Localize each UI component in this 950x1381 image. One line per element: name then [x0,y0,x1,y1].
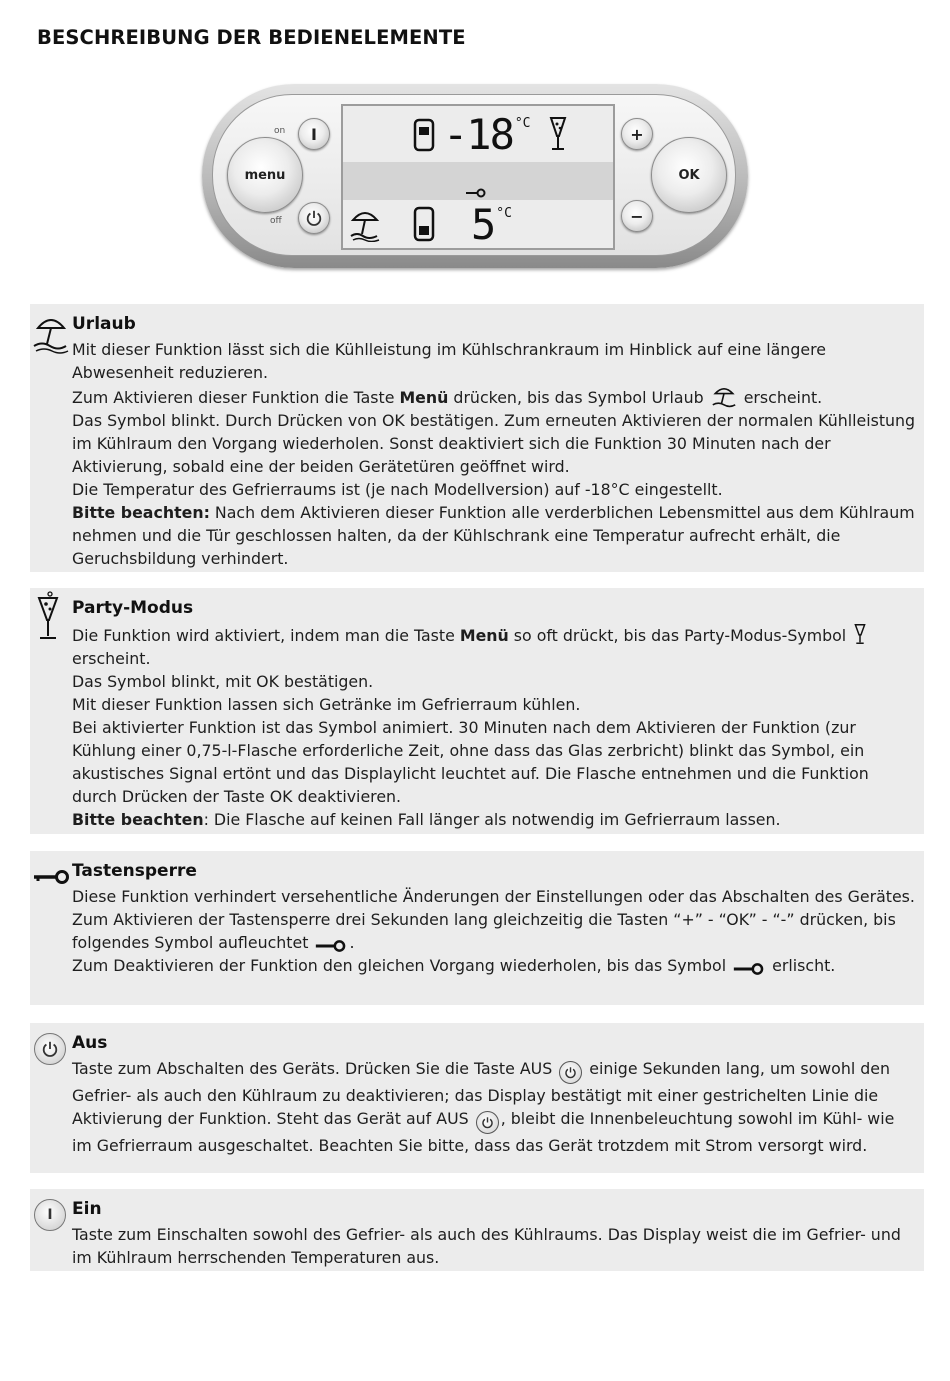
off-label: off [270,216,282,226]
note-label: Bitte beachten [72,810,204,829]
plus-button[interactable] [621,118,653,150]
vacation-umbrella-icon [711,384,737,408]
section-title-party-modus: Party-Modus [72,598,194,618]
section-tastensperre [30,851,924,1005]
fridge-temp-value: 5 [471,200,495,249]
text: erscheint. [72,649,151,668]
paragraph [72,384,917,409]
paragraph: Taste zum Einschalten sowohl des Gefrier- als auch des Kühlraums. Das Display weist die im Gefrier- und im Kühlraum herrschenden Temperaturen aus. [72,1225,901,1267]
fridge-compartment-icon [413,206,435,242]
section-aus [30,1023,924,1173]
section-title-urlaub: Urlaub [72,314,136,334]
paragraph: Die Temperatur des Gefrierraums ist (je nach Modellversion) auf -18°C eingestellt. [72,480,723,499]
power-icon [305,209,323,227]
paragraph: Bei aktivierter Funktion ist das Symbol animiert. 30 Minuten nach dem Aktivieren der Funktion (zur Kühlung einer 0,75-l-Flasche erforderliche Zeit, ohne dass das Glas zerbricht) blinkt das Symbol, ein akustisches Signal ertönt und das Displaylicht leuchtet auf. Die Flasche entnehmen und die Funktion durch Drücken der Taste OK deaktivieren. [72,718,869,806]
key-lock-icon [315,939,347,953]
section-title-tastensperre: Tastensperre [72,861,197,881]
section-title-ein: Ein [72,1199,102,1219]
paragraph: Mit dieser Funktion lässt sich die Kühlleistung im Kühlschrankraum im Hinblick auf eine längere Abwesenheit reduzieren. [72,340,826,382]
section-urlaub [30,304,924,572]
minus-button[interactable] [621,200,653,232]
vacation-umbrella-icon [32,310,70,354]
party-glass-icon [853,622,867,646]
control-panel-illustration [200,82,752,272]
page-title: BESCHREIBUNG DER BEDIENELEMENTE [37,26,466,49]
on-button-icon [34,1199,66,1231]
key-lock-icon [733,962,765,976]
ok-button[interactable] [651,137,727,213]
text: Zum Aktivieren der Tastensperre drei Sekunden lang gleichzeitig die Tasten “+” - “OK” - “-” drücken, bis folgendes Symbol aufleuchtet [72,910,896,952]
section-body-tastensperre [72,885,917,977]
text: Zum Aktivieren dieser Funktion die Taste [72,388,400,407]
menu-button[interactable] [227,137,303,213]
menu-keyword: Menü [399,388,449,407]
section-body-party-modus [72,622,917,831]
freezer-temp-unit: °C [514,116,531,131]
on-label: on [274,126,286,136]
section-title-aus: Aus [72,1033,108,1053]
off-button[interactable] [298,202,330,234]
on-button[interactable] [298,118,330,150]
text: : Die Flasche auf keinen Fall länger als notwendig im Gefrierraum lassen. [203,810,781,829]
power-icon [476,1111,499,1134]
paragraph [72,954,917,977]
freezer-compartment-icon [413,118,435,152]
key-lock-icon [33,869,71,885]
on-icon-label: I [47,1207,53,1223]
note-label: Bitte beachten: [72,503,210,522]
paragraph: Diese Funktion verhindert versehentliche Änderungen der Einstellungen oder das Abschalten des Gerätes. [72,887,915,906]
paragraph: Das Symbol blinkt. Durch Drücken von OK bestätigen. Zum erneuten Aktivieren der normalen Kühlleistung im Kühlraum den Vorgang wiederholen. Sonst deaktiviert sich die Funktion 30 Minuten nach der Aktivierung, sobald eine der beiden Gerätetüren geöffnet wird. [72,411,916,476]
section-body-ein [72,1223,917,1269]
minus-button-label: − [630,206,644,226]
key-lock-icon [465,188,487,198]
paragraph: Mit dieser Funktion lassen sich Getränke im Gefrierraum kühlen. [72,695,581,714]
text: , bleibt die Innenbeleuchtung sowohl im Kühl- wie im Gefrierraum ausgeschaltet. Beachten Sie bitte, dass das Gerät trotzdem mit Strom versorgt wird. [72,1109,895,1155]
power-icon [559,1061,582,1084]
freezer-temperature [443,110,531,159]
text: so oft drückt, bis das Party-Modus-Symbol [508,626,852,645]
text: erscheint. [738,388,823,407]
party-glass-icon [36,590,60,644]
vacation-umbrella-icon [349,206,381,242]
text: Taste zum Abschalten des Geräts. Drücken Sie die Taste AUS [72,1059,558,1078]
party-glass-icon [548,114,568,154]
text: einige Sekunden lang, um sowohl den Gefrier- als auch den Kühlraum zu deaktivieren; das Display bestätigt mit einer gestrichelten Linie die Aktivierung der Funktion. Steht das Gerät auf AUS [72,1059,891,1128]
fridge-temp-unit: °C [496,206,512,221]
ok-button-label: OK [678,167,700,183]
paragraph: Das Symbol blinkt, mit OK bestätigen. [72,672,374,691]
menu-button-label: menu [244,167,286,183]
text: Nach dem Aktivieren dieser Funktion alle verderblichen Lebensmittel aus dem Kühlraum nehmen und die Tür geschlossen halten, da der Kühlschrank eine Temperatur aufrecht erhält, die Geruchsbildung verhindert. [72,503,915,568]
menu-keyword: Menü [459,626,509,645]
paragraph [72,1057,917,1157]
text: drücken, bis das Symbol Urlaub [448,388,709,407]
display-screen [341,104,615,250]
text: erlischt. [767,956,836,975]
power-icon [34,1033,66,1065]
freezer-temp-value: -18 [443,110,513,159]
paragraph [72,808,917,831]
paragraph [72,622,917,670]
paragraph [72,908,917,954]
section-ein [30,1189,924,1271]
text: . [349,933,355,952]
power-symbol [41,1040,59,1058]
text: Zum Deaktivieren der Funktion den gleichen Vorgang wiederholen, bis das Symbol [72,956,732,975]
text: Die Funktion wird aktiviert, indem man die Taste [72,626,460,645]
paragraph [72,501,917,570]
plus-button-label: + [630,124,644,144]
on-button-label: I [311,124,317,144]
section-party-modus [30,588,924,834]
fridge-temperature [471,200,512,249]
section-body-urlaub [72,338,917,570]
section-body-aus [72,1057,917,1157]
